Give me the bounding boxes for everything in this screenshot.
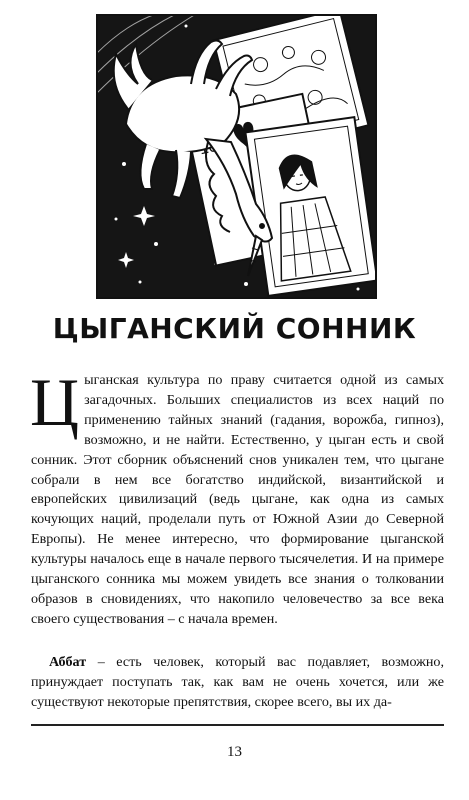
page-number: 13 [227,744,242,760]
footer-divider [31,724,444,726]
unicorn-card-illustration [96,14,377,299]
intro-paragraph [30,364,444,630]
dictionary-entry [31,653,444,713]
drop-cap-letter: Ц [30,364,80,440]
intro-text: ыганская культура по праву считается одной из самых загадочных. Больших специалистов из всех наций по применению тайных знаний (гадания, ворожба, гипноз), возможно, и не найти. Естественно, у цыган есть и свой сонник. Этот сборник объяснений снов уникален тем, что цыгане собрали в нем все богатство индийской, византийской и европейских цивилизаций (ведь цыгане, как одна из самых кочующих наций, проделали путь от Южной Азии до Северной Европы). Не менее интересно, что формирование цыганской культуры началось еще в начале первого тысячелетия. И на примере цыганского сонника мы можем увидеть все знания о толковании образов в сновидениях, что накопило человечество за все века своего существования – с начала времен. [31,372,444,627]
entry-text: – есть человек, который вас подавляет, возможно, принуждает поступать так, как вам не очень хочется, или же существуют некоторые препятствия, скорее всего, вы их да- [31,654,444,710]
entry-term: Аббат [49,654,87,670]
page-title: ЦЫГАНСКИЙ СОННИК [52,312,417,345]
